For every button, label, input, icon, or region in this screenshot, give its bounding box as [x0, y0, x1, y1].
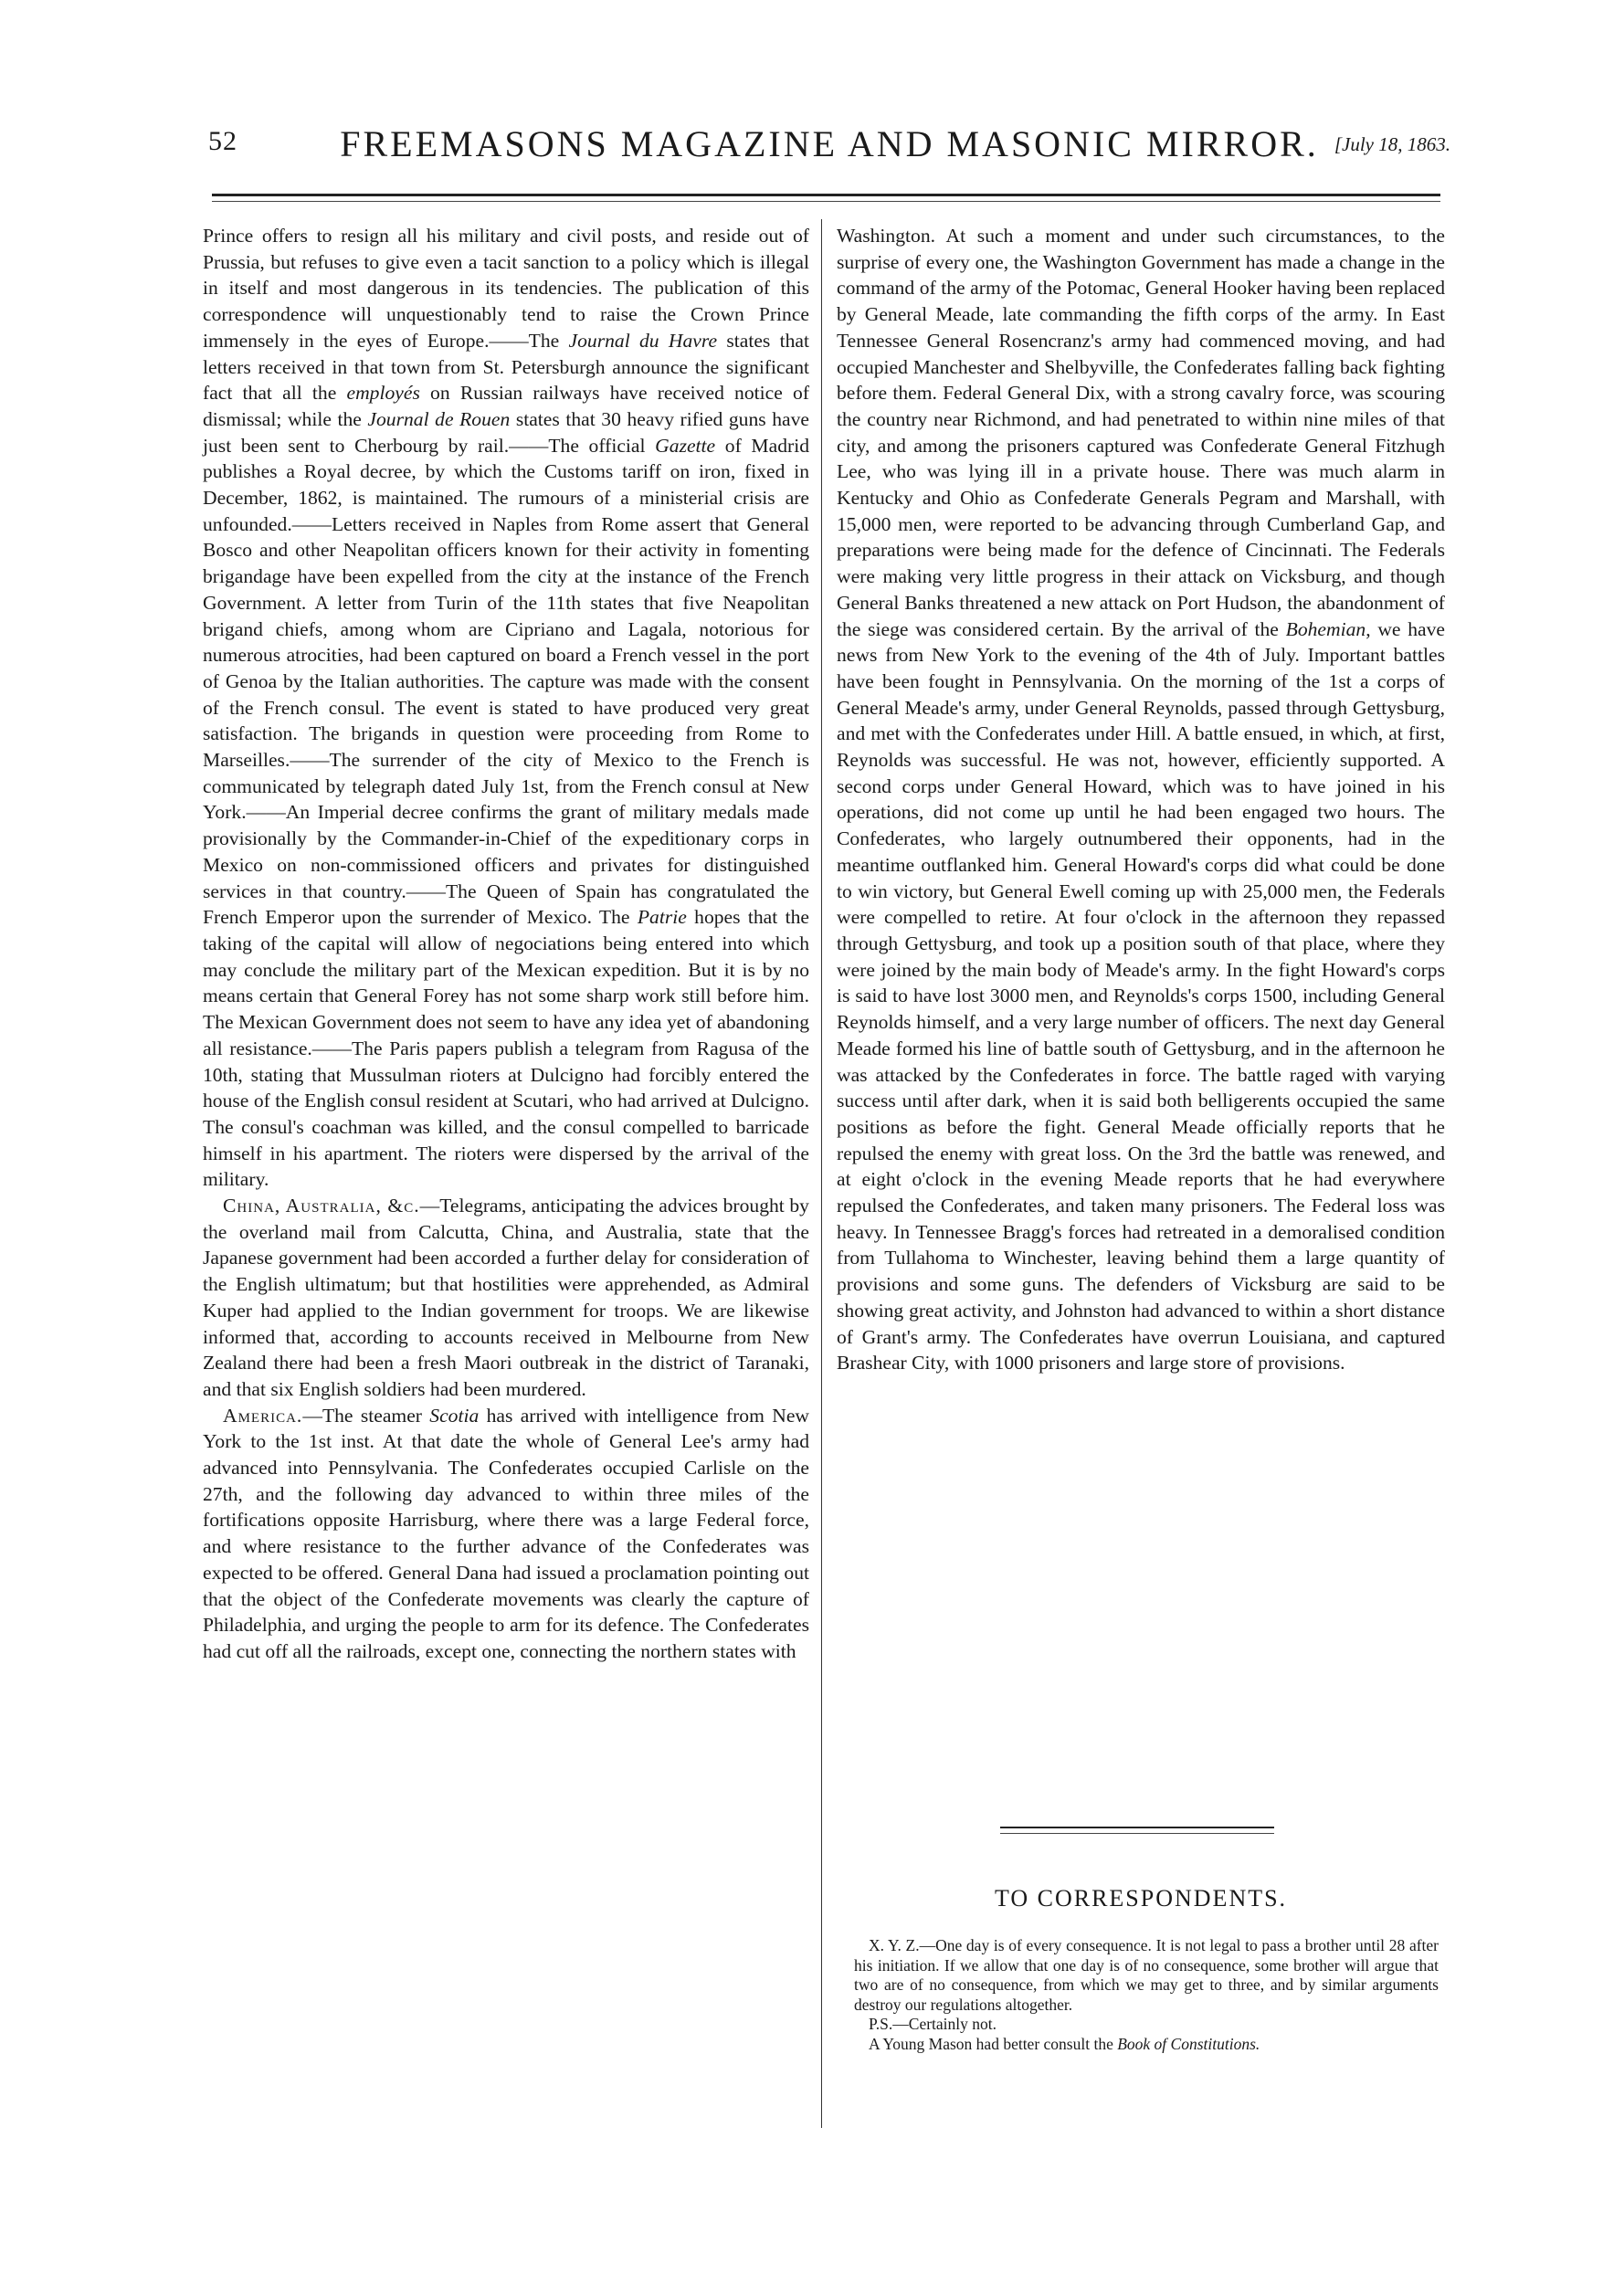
- issue-date: [July 18, 1863.: [1334, 133, 1450, 155]
- text-run: of Madrid publishes a Royal decree, by which the Customs tariff on iron, fixed in December, 1862, is maintained. The rumours of a ministerial crisis are unfounded.——Letters received in Naples from Rome assert that General Bosco and other Neapolitan officers known for their activity in fomenting brigandage have been expelled from the city at the instance of the French Government. A letter from Turin of the 11th states that five Neapolitan brigand chiefs, among whom are Cipriano and Lagala, notorious for numerous atrocities, had been captured on board a French vessel in the port of Genoa by the Italian authorities. The capture was made with the consent of the French consul. The event is stated to have produced very great satisfaction. The brigands in question were proceeding from Rome to Marseilles.——The surrender of the city of Mexico to the French is communicated by telegraph dated July 1st, from the French consul at New York.——An Imperial decree confirms the grant of military medals made provisionally by the Commander-in-Chief of the expeditionary corps in Mexico on non-commissioned officers and privates for distinguished services in that country.——The Queen of Spain has congratulated the French Emperor upon the surrender of Mexico. The: [203, 434, 809, 929]
- section-lead: China, Australia, &c.: [223, 1195, 420, 1217]
- page-header: [208, 113, 1450, 168]
- text-run: states that letters received in that town from St. Petersburgh announce the significant fact that all the: [203, 329, 809, 405]
- text-run: —Telegrams, anticipating the advices brought by the overland mail from Calcutta, China, and Australia, state that the Japanese government had been accorded a further delay for consideration of the English ultimatum; but that hostilities were apprehended, as Admiral Kuper had applied to the Indian government for troops. We are likewise informed that, according to accounts received in Melbourne from New Zealand there had been a fresh Maori outbreak in the district of Taranaki, and that six English soldiers had been murdered.: [203, 1195, 809, 1400]
- left-column: [203, 223, 809, 1665]
- article-paragraph: [203, 223, 809, 1193]
- text-run: P.S.—Certainly not.: [869, 2015, 997, 2033]
- text-run: X. Y. Z.—One day is of every consequence. It is not legal to pass a brother until 28 after his initiation. If we allow that one day is of no consequence, some brother will argue that two are of no consequence, from which we may get to three, and by similar arguments destroy our regulations altogether.: [854, 1936, 1439, 2014]
- masthead-title: FREEMASONS MAGAZINE AND MASONIC MIRROR.: [340, 123, 1319, 164]
- correspondent-entry: [854, 2015, 1439, 2035]
- correspondent-entry: [854, 1936, 1439, 2015]
- correspondent-entry: [854, 2035, 1439, 2055]
- text-run: on Russian railways have received notice of dismissal; while the: [203, 382, 810, 430]
- article-paragraph: [203, 1403, 809, 1665]
- correspondents-body: [854, 1936, 1439, 2054]
- italic-text: Patrie: [637, 906, 687, 929]
- italic-text: employés: [346, 382, 420, 405]
- italic-text: Journal du Havre: [568, 329, 718, 352]
- section-rule: [1000, 1827, 1274, 1828]
- text-run: has arrived with intelligence from New York to the 1st inst. At that date the whole of General Lee's army had advanced into Pennsylvania. The Confederates occupied Carlisle on the 27th, and the following day advanced to within three miles of the fortifications opposite Harrisburg, where there was a large Federal force, and where resistance to the further advance of the Confederates was expected to be offered. General Dana had issued a proclamation pointing out that the object of the Confederate movements was clearly the capture of Philadelphia, and urging the people to arm for its defence. The Confederates had cut off all the railroads, except one, connecting the northern states with: [203, 1404, 809, 1662]
- column-divider: [821, 219, 822, 2128]
- italic-text: Scotia: [429, 1404, 480, 1427]
- article-paragraph: [203, 1193, 809, 1403]
- header-rule: [212, 194, 1440, 196]
- italic-text: Book of Constitutions.: [1117, 2034, 1260, 2053]
- italic-text: Journal de Rouen: [367, 407, 511, 430]
- text-run: Washington. At such a moment and under such circumstances, to the surprise of every one, the Washington Government has made a change in the command of the army of the Potomac, General Hooker having been replaced by General Meade, late commanding the fifth corps of the army. In East Tennessee General Rosencranz's army had commenced moving, and had occupied Manchester and Shelbyville, the Confederates falling back fighting before them. Federal General Dix, with a strong cavalry force, was scouring the country near Richmond, and had penetrated to within nine miles of that city, and among the prisoners captured was Confederate General Fitzhugh Lee, who was lying ill in a private house. There was much alarm in Kentucky and Ohio as Confederate Generals Pegram and Marshall, with 15,000 men, were reported to be advancing through Cumberland Gap, and preparations were being made for the defence of Cincinnati. The Federals were making very little progress in their attack on Vicksburg, and though General Banks threatened a new attack on Port Hudson, the abandonment of the siege was considered certain. By the arrival of the: [837, 225, 1445, 640]
- right-column: [837, 223, 1445, 1376]
- text-run: A Young Mason had better consult the: [869, 2034, 1118, 2053]
- header-rule-thin: [212, 201, 1440, 202]
- section-rule-thin: [1000, 1833, 1274, 1834]
- text-run: hopes that the taking of the capital will allow of negociations being entered into which may conclude the military part of the Mexican expedition. But it is by no means certain that General Forey has not some sharp work still before him. The Mexican Government does not seem to have any idea yet of abandoning all resistance.——The Paris papers publish a telegram from Ragusa of the 10th, stating that Mussulman rioters at Dulcigno had forcibly entered the house of the English consul resident at Scutari, who had arrived at Dulcigno. The consul's coachman was killed, and the consul compelled to barricade himself in his apartment. The rioters were dispersed by the arrival of the military.: [203, 906, 809, 1191]
- text-run: Prince offers to resign all his military and civil posts, and reside out of Prussia, but refuses to give even a tacit sanction to a policy which is illegal in itself and most dangerous in its tendencies. The publication of this correspondence will unquestionably tend to raise the Crown Prince immensely in the eyes of Europe.——The: [203, 225, 809, 352]
- italic-text: Bohemian: [1285, 617, 1366, 640]
- text-run: states that 30 heavy rified guns have just been sent to Cherbourg by rail.——The official: [203, 407, 809, 457]
- correspondents-heading: TO CORRESPONDENTS.: [994, 1885, 1288, 1912]
- text-run: , we have news from New York to the evening of the 4th of July. Important battles have been fought in Pennsylvania. On the morning of the 1st a corps of General Meade's army, under General Reynolds, passed through Gettysburg, and met with the Confederates under Hill. A battle ensued, in which, at first, Reynolds was successful. He was not, however, efficiently supported. A second corps under General Howard, which was to have joined in his operations, did not come up until he had been engaged two hours. The Confederates, who largely outnumbered their opponents, had in the meantime outflanked him. General Howard's corps did what could be done to win victory, but General Ewell coming up with 25,000 men, the Federals were compelled to retire. At four o'clock in the afternoon they repassed through Gettysburg, and took up a position south of that place, where they were joined by the main body of Meade's army. In the fight Howard's corps is said to have lost 3000 men, and Reynolds's corps 1500, including General Reynolds himself, and a very large number of officers. The next day General Meade formed his line of battle south of Gettysburg, and in the afternoon he was attacked by the Confederates in force. The battle raged with varying success until after dark, when it is said both belligerents occupied the same positions as before the fight. General Meade officially reports that he repulsed the enemy with great loss. On the 3rd the battle was renewed, and at eight o'clock in the evening Meade reports that he had everywhere repulsed the Confederates, and taken many prisoners. The Federal loss was heavy. In Tennessee Bragg's forces had retreated in a demoralised condition from Tullahoma to Winchester, leaving behind them a large quantity of provisions and some guns. The defenders of Vicksburg are said to be showing great activity, and Johnston had advanced to within a short distance of Grant's army. The Confederates have overrun Louisiana, and captured Brashear City, with 1000 prisoners and large store of provisions.: [837, 617, 1445, 1374]
- section-lead: America.: [223, 1404, 303, 1427]
- text-run: —The steamer: [302, 1404, 430, 1427]
- italic-text: Gazette: [655, 434, 716, 457]
- page-number: 52: [208, 126, 237, 156]
- article-paragraph: [837, 223, 1445, 1376]
